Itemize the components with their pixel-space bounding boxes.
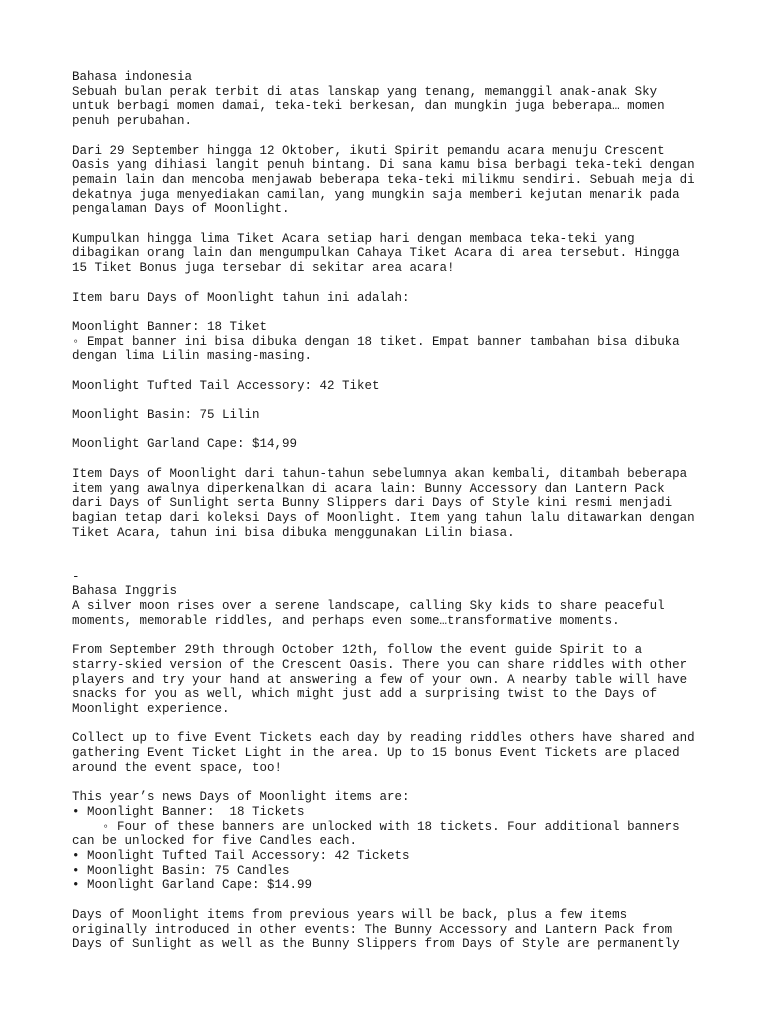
text-line: can be unlocked for five Candles each. — [72, 834, 358, 849]
text-line: Item Days of Moonlight dari tahun-tahun sebelumnya akan kembali, ditambah beberapa — [72, 466, 688, 481]
blank-line — [72, 393, 702, 408]
text-line: penuh perubahan. — [72, 114, 193, 129]
text-line: A silver moon rises over a serene landscape, calling Sky kids to share peaceful — [72, 599, 665, 614]
text-line: Moonlight Tufted Tail Accessory: 42 Tiket — [72, 378, 380, 393]
text-line: Moonlight Basin: 75 Lilin — [72, 408, 260, 423]
blank-line — [72, 717, 702, 732]
text-line: moments, memorable riddles, and perhaps even some…transformative moments. — [72, 613, 620, 628]
blank-line — [72, 364, 702, 379]
blank-line — [72, 776, 702, 791]
text-line: dibagikan orang lain dan mengumpulkan Cahaya Tiket Acara di area tersebut. Hingga — [72, 246, 680, 261]
text-line: item yang awalnya diperkenalkan di acara lain: Bunny Accessory dan Lantern Pack — [72, 481, 665, 496]
text-line: pengalaman Days of Moonlight. — [72, 202, 290, 217]
blank-line — [72, 129, 702, 144]
text-line: dengan lima Lilin masing-masing. — [72, 349, 313, 364]
text-line: Kumpulkan hingga lima Tiket Acara setiap hari dengan membaca teka-teki yang — [72, 231, 635, 246]
text-line: snacks for you as well, which might just add a surprising twist to the Days of — [72, 687, 658, 702]
text-line: Days of Moonlight items from previous years will be back, plus a few items — [72, 907, 628, 922]
text-line: Moonlight Banner: 18 Tiket — [72, 319, 268, 334]
text-line: • Moonlight Tufted Tail Accessory: 42 Tickets — [72, 849, 410, 864]
text-line: 15 Tiket Bonus juga tersebar di sekitar area acara! — [72, 261, 455, 276]
text-line: pemain lain dan mencoba menjawab beberapa teka-teki milikmu sendiri. Sebuah meja di — [72, 172, 695, 187]
text-line: • Moonlight Basin: 75 Candles — [72, 863, 290, 878]
text-line: Bahasa Inggris — [72, 584, 178, 599]
text-line: bagian tetap dari koleksi Days of Moonlight. Item yang tahun lalu ditawarkan dengan — [72, 510, 695, 525]
blank-line — [72, 305, 702, 320]
text-line: Moonlight Garland Cape: $14,99 — [72, 437, 298, 452]
text-line: dekatnya juga menyediakan camilan, yang mungkin saja memberi kejutan menarik pada — [72, 187, 680, 202]
text-line: • Moonlight Garland Cape: $14.99 — [72, 878, 313, 893]
text-line: untuk berbagi momen damai, teka-teki berkesan, dan mungkin juga beberapa… momen — [72, 99, 665, 114]
document-body — [72, 70, 702, 952]
blank-line — [72, 217, 702, 232]
blank-line — [72, 423, 702, 438]
text-line: - — [72, 569, 80, 584]
blank-line — [72, 629, 702, 644]
text-line: Moonlight experience. — [72, 702, 230, 717]
text-line: Days of Sunlight as well as the Bunny Slippers from Days of Style are permanently — [72, 937, 680, 952]
text-line: originally introduced in other events: The Bunny Accessory and Lantern Pack from — [72, 922, 673, 937]
blank-line — [72, 276, 702, 291]
blank-line — [72, 893, 702, 908]
text-line: Oasis yang dihiasi langit penuh bintang. Di sana kamu bisa berbagi teka-teki dengan — [72, 158, 695, 173]
text-line: Bahasa indonesia — [72, 70, 193, 84]
text-line: ◦ Four of these banners are unlocked with 18 tickets. Four additional banners — [72, 819, 680, 834]
text-line: This year’s news Days of Moonlight items are: — [72, 790, 410, 805]
text-line: Sebuah bulan perak terbit di atas lanskap yang tenang, memanggil anak-anak Sky — [72, 84, 658, 99]
text-line: players and try your hand at answering a few of your own. A nearby table will have — [72, 672, 688, 687]
text-line: Tiket Acara, tahun ini bisa dibuka menggunakan Lilin biasa. — [72, 525, 515, 540]
text-line: Item baru Days of Moonlight tahun ini adalah: — [72, 290, 410, 305]
text-line: Dari 29 September hingga 12 Oktober, ikuti Spirit pemandu acara menuju Crescent — [72, 143, 665, 158]
text-line: ◦ Empat banner ini bisa dibuka dengan 18 tiket. Empat banner tambahan bisa dibuka — [72, 334, 680, 349]
text-line: • Moonlight Banner: 18 Tickets — [72, 804, 305, 819]
blank-line — [72, 540, 702, 555]
text-line: starry-skied version of the Crescent Oasis. There you can share riddles with other — [72, 657, 688, 672]
text-line: dari Days of Sunlight serta Bunny Slippers dari Days of Style kini resmi menjadi — [72, 496, 673, 511]
text-line: From September 29th through October 12th, follow the event guide Spirit to a — [72, 643, 643, 658]
text-line: around the event space, too! — [72, 760, 283, 775]
text-line: gathering Event Ticket Light in the area. Up to 15 bonus Event Tickets are placed — [72, 746, 680, 761]
blank-line — [72, 452, 702, 467]
blank-line — [72, 555, 702, 570]
text-line: Collect up to five Event Tickets each day by reading riddles others have shared and — [72, 731, 695, 746]
